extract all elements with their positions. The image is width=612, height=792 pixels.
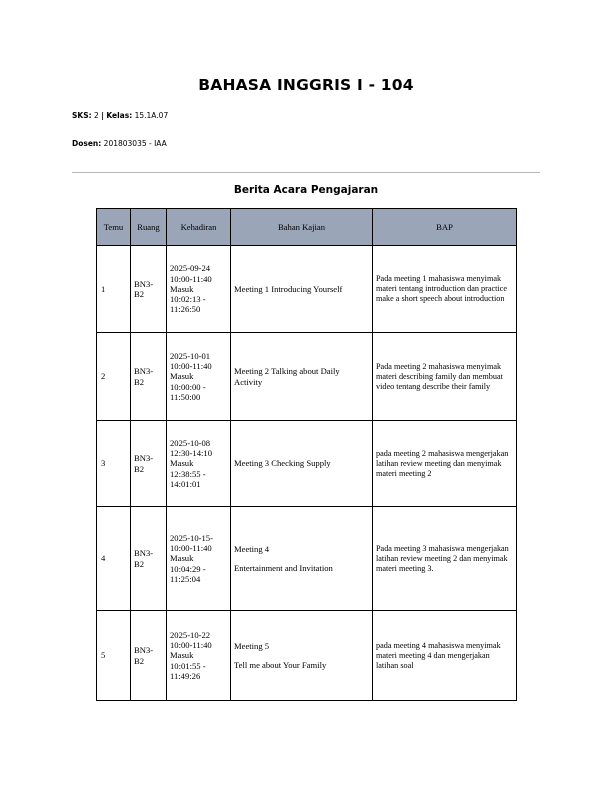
kehadiran-cell <box>167 333 231 421</box>
kelas-value: 15.1A.07 <box>134 111 169 120</box>
meta-separator: | <box>101 111 104 120</box>
bap-cell: Pada meeting 2 mahasiswa menyimak materi describing family dan membuat video tentang describe their family <box>373 333 517 421</box>
kehadiran-time: 10:00-11:40 <box>170 361 212 372</box>
ruang-cell: BN3-B2 <box>131 246 167 333</box>
ruang-cell: BN3-B2 <box>131 421 167 507</box>
bap-cell: pada meeting 4 mahasiswa menyimak materi meeting 4 dan mengerjakan latihan soal <box>373 611 517 701</box>
table-row <box>97 611 517 701</box>
bap-cell: pada meeting 2 mahasiswa mengerjakan latihan review meeting dan menyimak materi meeting 2 <box>373 421 517 507</box>
table-row <box>97 333 517 421</box>
bahan-title: Meeting 2 Talking about Daily Activity <box>234 366 340 387</box>
divider <box>72 172 540 173</box>
bahan-kajian-cell <box>231 421 373 507</box>
sks-value: 2 <box>94 111 99 120</box>
kehadiran-time: 12:30-14:10 <box>170 448 213 459</box>
berita-acara-table <box>96 208 517 701</box>
kehadiran-date: 2025-09-24 <box>170 263 211 274</box>
kehadiran-date: 2025-10-22 <box>170 629 211 640</box>
kehadiran-attend: 10:00:00 - 11:50:00 <box>170 381 206 402</box>
kehadiran-time: 10:00-11:40 <box>170 640 212 651</box>
kehadiran-status: Masuk <box>170 458 194 469</box>
dosen-label: Dosen: <box>72 139 102 148</box>
table-header-row <box>97 209 517 246</box>
kehadiran-attend: 10:01:55 - 11:49:26 <box>170 660 206 681</box>
sks-label: SKS: <box>72 111 92 120</box>
kehadiran-attend: 10:04:29 - 11:25:04 <box>170 563 206 584</box>
table-row <box>97 246 517 333</box>
kehadiran-status: Masuk <box>170 371 194 382</box>
bahan-kajian-cell <box>231 507 373 611</box>
dosen-line <box>72 139 167 148</box>
kehadiran-attend: 10:02:13 - 11:26:50 <box>170 294 206 315</box>
bap-cell: Pada meeting 3 mahasiswa mengerjakan latihan review meeting 2 dan menyimak materi meeting 3. <box>373 507 517 611</box>
kehadiran-cell <box>167 246 231 333</box>
kelas-label: Kelas: <box>106 111 133 120</box>
sks-kelas-line <box>72 111 168 120</box>
dosen-value: 201803035 - IAA <box>103 139 167 148</box>
kehadiran-cell <box>167 421 231 507</box>
kehadiran-cell <box>167 507 231 611</box>
bap-cell: Pada meeting 1 mahasiswa menyimak materi tentang introduction dan practice make a short speech about introduction <box>373 246 517 333</box>
kehadiran-status: Masuk <box>170 650 194 661</box>
ruang-cell: BN3-B2 <box>131 333 167 421</box>
temu-cell: 2 <box>97 333 131 421</box>
bahan-title: Meeting 4 <box>234 543 270 554</box>
bahan-title: Meeting 1 Introducing Yourself <box>234 283 343 294</box>
kehadiran-date: 2025-10-15- <box>170 532 213 543</box>
bahan-title: Meeting 3 Checking Supply <box>234 458 331 469</box>
page-title: BAHASA INGGRIS I - 104 <box>198 76 414 94</box>
header-kehadiran: Kehadiran <box>167 209 231 246</box>
kehadiran-date: 2025-10-01 <box>170 350 211 361</box>
bahan-subtitle: Entertainment and Invitation <box>234 563 333 573</box>
kehadiran-time: 10:00-11:40 <box>170 543 212 554</box>
header-ruang: Ruang <box>131 209 167 246</box>
bahan-kajian-cell <box>231 333 373 421</box>
kehadiran-cell <box>167 611 231 701</box>
kehadiran-attend: 12:38:55 - 14:01:01 <box>170 468 206 489</box>
ruang-cell: BN3-B2 <box>131 507 167 611</box>
section-title: Berita Acara Pengajaran <box>233 184 379 196</box>
temu-cell: 1 <box>97 246 131 333</box>
temu-cell: 3 <box>97 421 131 507</box>
temu-cell: 4 <box>97 507 131 611</box>
header-bap: BAP <box>373 209 517 246</box>
bahan-kajian-cell <box>231 611 373 701</box>
bahan-title: Meeting 5 <box>234 640 270 651</box>
header-temu: Temu <box>97 209 131 246</box>
bahan-kajian-cell <box>231 246 373 333</box>
bahan-subtitle: Tell me about Your Family <box>234 660 327 670</box>
table-row <box>97 421 517 507</box>
kehadiran-status: Masuk <box>170 283 194 294</box>
header-bahan-kajian: Bahan Kajian <box>231 209 373 246</box>
temu-cell: 5 <box>97 611 131 701</box>
kehadiran-time: 10:00-11:40 <box>170 273 212 284</box>
table-row <box>97 507 517 611</box>
kehadiran-status: Masuk <box>170 553 194 564</box>
ruang-cell: BN3-B2 <box>131 611 167 701</box>
kehadiran-date: 2025-10-08 <box>170 437 211 448</box>
